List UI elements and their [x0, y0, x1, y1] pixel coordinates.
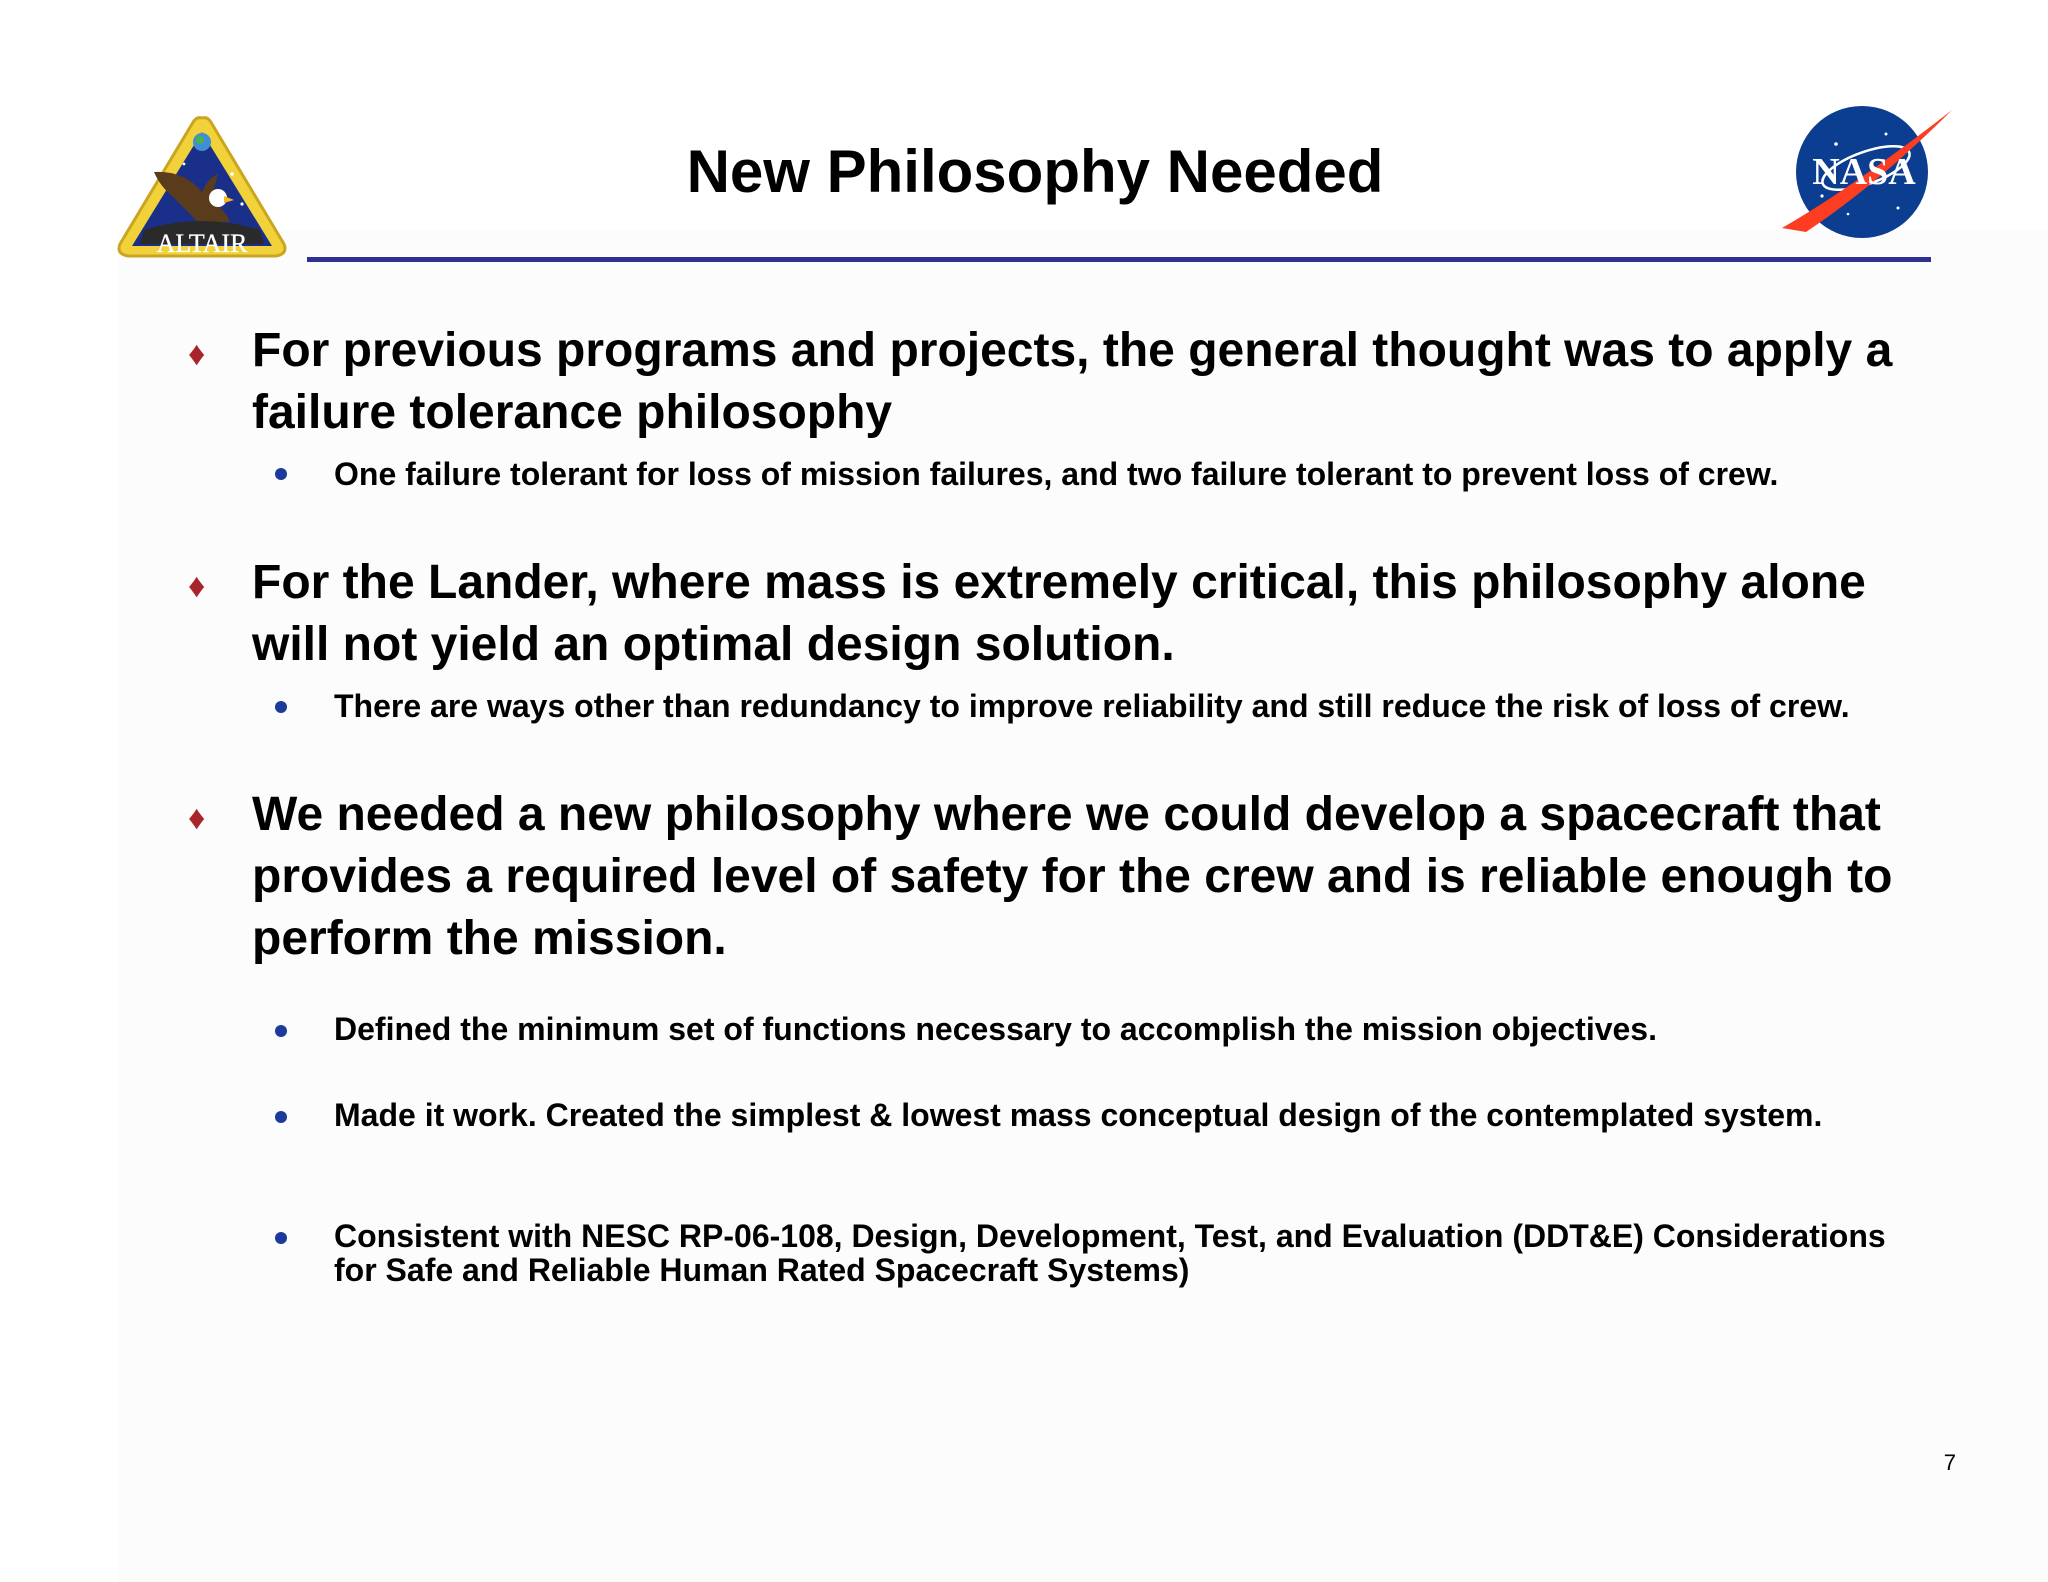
main-bullet-2: For the Lander, where mass is extremely critical, this philosophy alone will not yield an optimal design solution. — [252, 556, 1866, 671]
diamond-bullet-icon: ♦ — [188, 335, 206, 373]
dot-bullet-icon — [275, 701, 287, 713]
main-bullet-3: We needed a new philosophy where we could develop a spacecraft that provides a required level of safety for the crew and is reliable enough to perform the mission. — [252, 788, 1893, 965]
diamond-bullet-icon: ♦ — [188, 567, 206, 605]
dot-bullet-icon — [275, 1025, 287, 1037]
dot-bullet-icon — [275, 468, 287, 480]
altair-logo — [114, 112, 290, 266]
sub-bullet-1-1: One failure tolerant for loss of mission failures, and two failure tolerant to prevent loss of crew. — [334, 456, 1779, 492]
nasa-logo-text: NASA — [1812, 151, 1916, 193]
sub-bullet-2-1: There are ways other than redundancy to improve reliability and still reduce the risk of loss of crew. — [334, 688, 1850, 724]
dot-bullet-icon — [275, 1232, 287, 1244]
nasa-logo — [1782, 104, 1954, 244]
sub-bullet-3-3: Consistent with NESC RP-06-108, Design, Development, Test, and Evaluation (DDT&E) Considerations for Safe and Reliable Human Rated Spacecraft Systems) — [334, 1218, 1886, 1288]
diamond-bullet-icon: ♦ — [188, 799, 206, 837]
title-divider — [307, 257, 1931, 262]
sub-bullet-3-1: Defined the minimum set of functions necessary to accomplish the mission objectives. — [334, 1011, 1657, 1047]
dot-bullet-icon — [275, 1111, 287, 1123]
altair-logo-text: ALTAIR — [156, 229, 248, 258]
slide-title: New Philosophy Needed — [686, 138, 1384, 205]
page-number: 7 — [1943, 1450, 1956, 1475]
sub-bullet-3-2: Made it work. Created the simplest & lowest mass conceptual design of the contemplated system. — [334, 1097, 1823, 1133]
main-bullet-1: For previous programs and projects, the general thought was to apply a failure tolerance philosophy — [252, 324, 1893, 439]
